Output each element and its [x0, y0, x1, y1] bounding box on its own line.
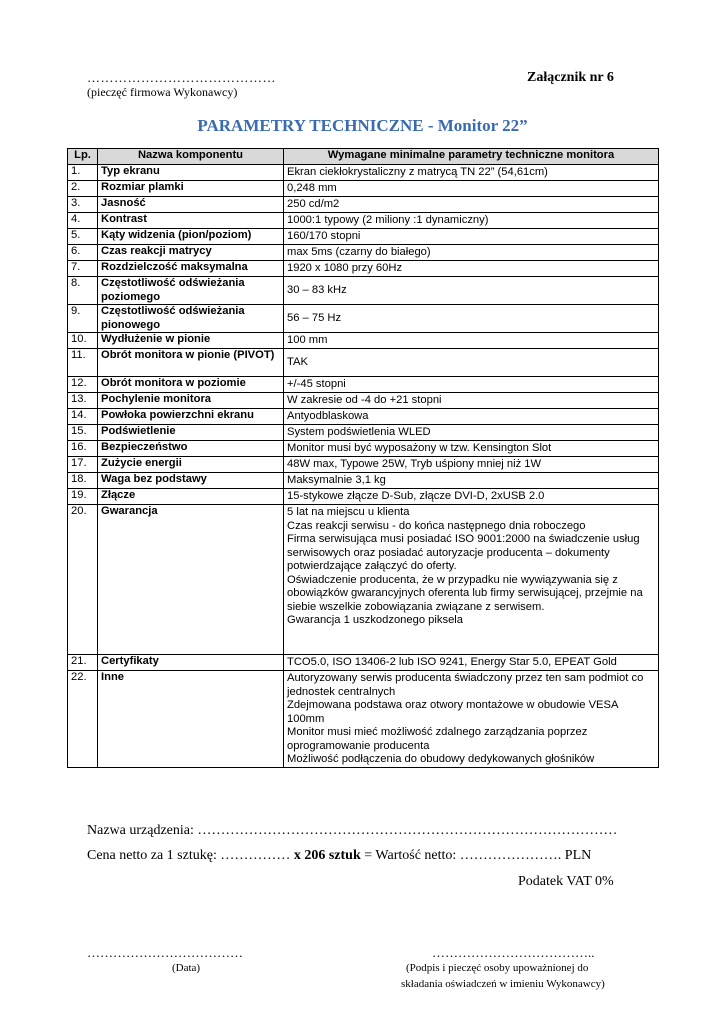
component-name: Częstotliwość odświeżania pionowego	[98, 305, 284, 333]
row-number: 8.	[68, 277, 98, 305]
component-requirement: max 5ms (czarny do białego)	[284, 245, 659, 261]
table-row	[68, 349, 659, 377]
component-requirement: TAK	[284, 349, 659, 377]
page-title: PARAMETRY TECHNICZNE - Monitor 22”	[197, 116, 528, 135]
price-quantity: x 206 sztuk	[293, 848, 361, 863]
component-requirement: 160/170 stopni	[284, 229, 659, 245]
component-requirement: TCO5.0, ISO 13406-2 lub ISO 9241, Energy Star 5.0, EPEAT Gold	[284, 655, 659, 671]
row-number: 17.	[68, 457, 98, 473]
parameters-table	[67, 148, 659, 768]
row-number: 5.	[68, 229, 98, 245]
component-name: Podświetlenie	[98, 425, 284, 441]
row-number: 12.	[68, 377, 98, 393]
price-line	[87, 848, 591, 864]
component-requirement: System podświetlenia WLED	[284, 425, 659, 441]
component-requirement: 15-stykowe złącze D-Sub, złącze DVI-D, 2xUSB 2.0	[284, 489, 659, 505]
row-number: 20.	[68, 505, 98, 655]
row-number: 16.	[68, 441, 98, 457]
table-row	[68, 655, 659, 671]
table-row	[68, 377, 659, 393]
table-row	[68, 473, 659, 489]
component-name: Powłoka powierzchni ekranu	[98, 409, 284, 425]
device-name-line: Nazwa urządzenia: ………………………………………………………………………………	[87, 823, 618, 838]
component-name: Obrót monitora w poziomie	[98, 377, 284, 393]
component-requirement: 250 cd/m2	[284, 197, 659, 213]
component-requirement: 56 – 75 Hz	[284, 305, 659, 333]
price-suffix: = Wartość netto: …………………. PLN	[360, 848, 592, 863]
date-label: (Data)	[172, 962, 201, 974]
header-requirements: Wymagane minimalne parametry techniczne monitora	[284, 149, 659, 165]
component-name: Inne	[98, 671, 284, 768]
component-name: Częstotliwość odświeżania poziomego	[98, 277, 284, 305]
table-row	[68, 489, 659, 505]
component-requirement: Monitor musi być wyposażony w tzw. Kensington Slot	[284, 441, 659, 457]
component-name: Waga bez podstawy	[98, 473, 284, 489]
row-number: 1.	[68, 165, 98, 181]
component-name: Rozdzielczość maksymalna	[98, 261, 284, 277]
row-number: 9.	[68, 305, 98, 333]
row-number: 6.	[68, 245, 98, 261]
row-number: 7.	[68, 261, 98, 277]
component-name: Gwarancja	[98, 505, 284, 655]
table-header-row	[68, 149, 659, 165]
table-row	[68, 441, 659, 457]
row-number: 3.	[68, 197, 98, 213]
component-requirement: Maksymalnie 3,1 kg	[284, 473, 659, 489]
component-name: Bezpieczeństwo	[98, 441, 284, 457]
component-requirement: 100 mm	[284, 333, 659, 349]
row-number: 21.	[68, 655, 98, 671]
row-number: 15.	[68, 425, 98, 441]
row-number: 14.	[68, 409, 98, 425]
signature-label-1: (Podpis i pieczęć osoby upoważnionej do	[406, 962, 589, 974]
table-row	[68, 457, 659, 473]
component-requirement: W zakresie od -4 do +21 stopni	[284, 393, 659, 409]
component-requirement: Antyodblaskowa	[284, 409, 659, 425]
component-name: Kontrast	[98, 213, 284, 229]
row-number: 19.	[68, 489, 98, 505]
component-name: Kąty widzenia (pion/poziom)	[98, 229, 284, 245]
table-row	[68, 277, 659, 305]
row-number: 10.	[68, 333, 98, 349]
table-row	[68, 261, 659, 277]
signature-dots: ………………………………..	[432, 945, 595, 960]
row-number: 2.	[68, 181, 98, 197]
header-lp: Lp.	[68, 149, 98, 165]
table-row	[68, 305, 659, 333]
date-dots: ………………………………	[87, 945, 243, 960]
component-requirement: Autoryzowany serwis producenta świadczony przez ten sam podmiot co jednostek centralnych Zdejmowana podstawa oraz otwory montażowe w obudowie VESA 100mm Monitor musi mieć możliwość zdalnego zarządzania poprzez oprogramowanie producenta Możliwość podłączenia do obudowy dedykowanych głośników	[284, 671, 659, 768]
table-row	[68, 181, 659, 197]
row-number: 13.	[68, 393, 98, 409]
table-row	[68, 393, 659, 409]
component-requirement: 5 lat na miejscu u klienta Czas reakcji serwisu - do końca następnego dnia roboczego Firma serwisująca musi posiadać ISO 9001:2000 na świadczenie usług serwisowych oraz posiadać autoryzacje producenta – dokumenty potwierdzające załączyć do oferty. Oświadczenie producenta, że w przypadku nie wywiązywania się z obowiązków gwarancyjnych oferenta lub firmy serwisującej, przejmie na siebie wszelkie zobowiązania związane z serwisem. Gwarancja 1 uszkodzonego piksela	[284, 505, 659, 655]
table-row	[68, 409, 659, 425]
component-name: Obrót monitora w pionie (PIVOT)	[98, 349, 284, 377]
component-name: Zużycie energii	[98, 457, 284, 473]
component-requirement: +/-45 stopni	[284, 377, 659, 393]
table-row	[68, 245, 659, 261]
row-number: 4.	[68, 213, 98, 229]
row-number: 22.	[68, 671, 98, 768]
component-requirement: 1000:1 typowy (2 miliony :1 dynamiczny)	[284, 213, 659, 229]
table-row	[68, 425, 659, 441]
component-name: Jasność	[98, 197, 284, 213]
annex-label: Załącznik nr 6	[527, 70, 614, 85]
component-name: Typ ekranu	[98, 165, 284, 181]
table-row	[68, 229, 659, 245]
table-row	[68, 165, 659, 181]
row-number: 11.	[68, 349, 98, 377]
signature-label-2: składania oświadczeń w imieniu Wykonawcy)	[401, 978, 605, 990]
component-name: Czas reakcji matrycy	[98, 245, 284, 261]
table-row	[68, 213, 659, 229]
row-number: 18.	[68, 473, 98, 489]
component-requirement: 0,248 mm	[284, 181, 659, 197]
component-name: Pochylenie monitora	[98, 393, 284, 409]
header-component: Nazwa komponentu	[98, 149, 284, 165]
component-requirement: 48W max, Typowe 25W, Tryb uśpiony mniej niż 1W	[284, 457, 659, 473]
component-name: Certyfikaty	[98, 655, 284, 671]
component-requirement: 30 – 83 kHz	[284, 277, 659, 305]
price-prefix: Cena netto za 1 sztukę: ……………	[87, 848, 294, 863]
table-row	[68, 197, 659, 213]
component-name: Rozmiar plamki	[98, 181, 284, 197]
table-row	[68, 671, 659, 768]
component-name: Złącze	[98, 489, 284, 505]
stamp-label: (pieczęć firmowa Wykonawcy)	[87, 85, 238, 99]
table-row	[68, 333, 659, 349]
component-requirement: Ekran ciekłokrystaliczny z matrycą TN 22” (54,61cm)	[284, 165, 659, 181]
vat-line: Podatek VAT 0%	[518, 874, 614, 889]
component-requirement: 1920 x 1080 przy 60Hz	[284, 261, 659, 277]
component-name: Wydłużenie w pionie	[98, 333, 284, 349]
stamp-dots: ……………………………………	[87, 70, 276, 85]
table-row	[68, 505, 659, 655]
